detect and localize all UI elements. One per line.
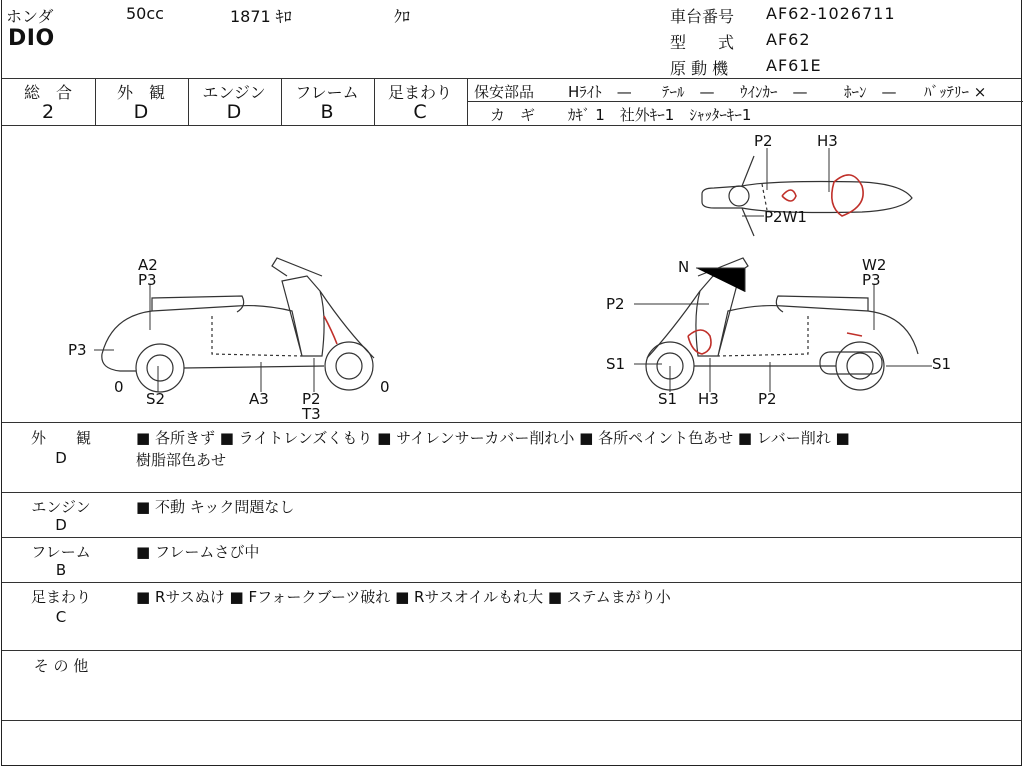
damage-diagram	[2, 126, 1023, 422]
engine-label: 原 動 機	[670, 59, 729, 78]
mileage: 1871 ｷﾛ	[230, 7, 292, 26]
diag-label: P2	[606, 295, 625, 313]
diag-label: H3	[698, 390, 719, 408]
divider	[2, 720, 1021, 721]
grade-frame-label: フレーム	[295, 83, 359, 102]
grade-exterior-label: 外 観	[116, 83, 165, 102]
part-taillight: ﾃｰﾙ —	[662, 83, 715, 101]
grade-suspension-label: 足まわり	[387, 83, 452, 102]
remark-engine-title: エンジン	[31, 498, 91, 516]
grade-total-label: 総 合	[23, 83, 72, 102]
diag-label: P3	[68, 341, 87, 359]
diag-label: S1	[606, 355, 626, 373]
remark-frame-grade: B	[55, 561, 67, 579]
remark-exterior-text: ■ 各所きず ■ ライトレンズくもり ■ サイレンサーカバー削れ小 ■ 各所ペイント色あせ ■ レバー削れ ■	[136, 429, 850, 447]
inspection-sheet	[1, 0, 1022, 766]
diag-label: W2	[862, 256, 887, 274]
frame-no: AF62-1026711	[766, 4, 896, 23]
remark-exterior-grade: D	[55, 449, 67, 467]
divider	[2, 582, 1021, 583]
divider	[2, 422, 1021, 423]
diag-label: A3	[249, 390, 269, 408]
divider	[2, 78, 1021, 79]
diag-label: S1	[932, 355, 952, 373]
diag-label: P3	[138, 271, 157, 289]
diag-label: A2	[138, 256, 158, 274]
divider	[2, 492, 1021, 493]
color: ｸﾛ	[394, 7, 411, 26]
remark-exterior-text2: 樹脂部色あせ	[136, 451, 227, 469]
frame-no-label: 車台番号	[670, 7, 735, 26]
divider	[2, 650, 1021, 651]
diag-label: P2	[302, 390, 321, 408]
key-label: カ ギ	[490, 106, 536, 124]
diag-label: 0	[114, 378, 124, 396]
grade-engine-value: D	[226, 101, 242, 123]
type-label: 型 式	[670, 33, 735, 52]
remark-engine-text: ■ 不動 キック問題なし	[136, 498, 295, 516]
remark-suspension-text: ■ Rサスぬけ ■ Fフォークブーツ破れ ■ Rサスオイルもれ大 ■ ステムまがり小	[136, 588, 671, 606]
remark-engine-grade: D	[55, 516, 67, 534]
part-winker: ｳｲﾝｶｰ —	[740, 83, 808, 101]
diag-label: P2	[754, 132, 773, 150]
diag-label: N	[678, 258, 690, 276]
diag-label: P2	[758, 390, 777, 408]
diag-label: T3	[302, 405, 321, 422]
displacement: 50cc	[126, 4, 164, 23]
maker: ホンダ	[6, 7, 54, 26]
remark-other-title: そ の 他	[33, 657, 89, 675]
diag-label: S1	[658, 390, 678, 408]
grade-total-value: 2	[41, 101, 55, 123]
grade-suspension-value: C	[413, 101, 427, 123]
parts-label: 保安部品	[474, 83, 535, 101]
remark-suspension-grade: C	[55, 608, 67, 626]
part-horn: ﾎｰﾝ —	[844, 83, 897, 101]
remark-frame-text: ■ フレームさび中	[136, 543, 260, 561]
diag-label: 0	[380, 378, 390, 396]
remark-exterior-title: 外 観	[30, 429, 91, 447]
remark-suspension-title: 足まわり	[30, 588, 91, 606]
remark-frame-title: フレーム	[31, 543, 91, 561]
grade-frame-value: B	[320, 101, 334, 123]
grade-exterior-value: D	[133, 101, 149, 123]
key-value: ｶｷﾞ 1 社外ｷｰ1 ｼｬｯﾀｰｷｰ1	[568, 106, 752, 124]
diag-label: P3	[862, 271, 881, 289]
model-name: DIO	[8, 26, 55, 51]
part-battery: ﾊﾞｯﾃﾘｰ ×	[924, 83, 987, 101]
diag-label: P2W1	[764, 208, 807, 226]
type-value: AF62	[766, 30, 811, 49]
grade-engine-label: エンジン	[202, 83, 266, 102]
diag-label: S2	[146, 390, 166, 408]
diag-label: H3	[817, 132, 838, 150]
part-headlight: Hﾗｲﾄ —	[568, 83, 632, 101]
engine-value: AF61E	[766, 56, 822, 75]
divider	[2, 537, 1021, 538]
